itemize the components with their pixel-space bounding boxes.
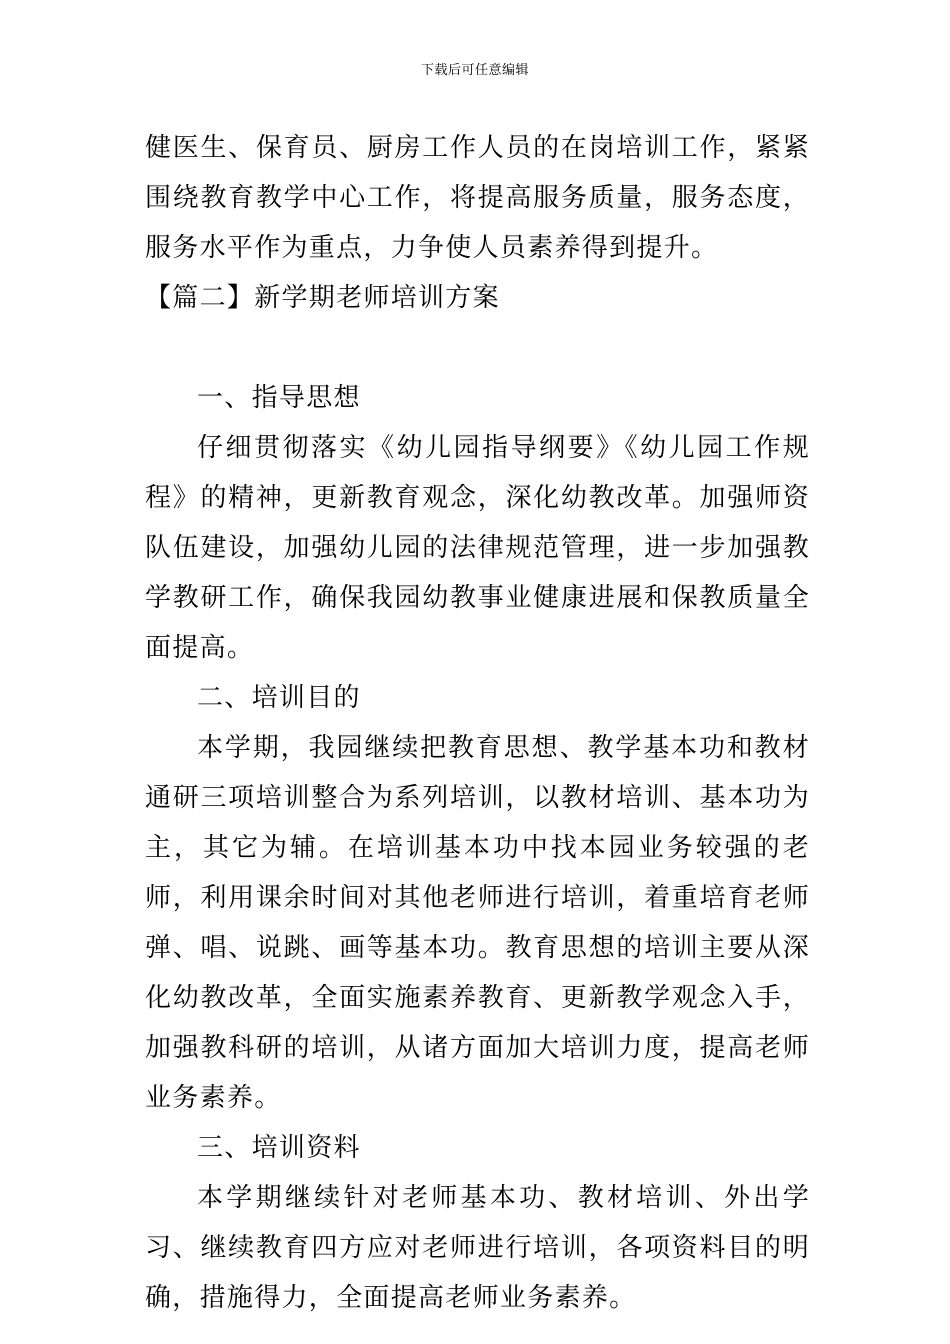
- section2-heading: 二、培训目的: [197, 683, 361, 713]
- section3-heading: 三、培训资料: [197, 1133, 361, 1163]
- section1-body: 仔细贯彻落实《幼儿园指导纲要》《幼儿园工作规程》的精神，更新教育观念，深化幼教改革。加强师资队伍建设，加强幼儿园的法律规范管理，进一步加强教学教研工作，确保我园幼教事业健康进展和保教质量全面提高。: [145, 433, 810, 663]
- article-title: 【篇二】新学期老师培训方案: [145, 283, 500, 313]
- blank-line: [145, 323, 810, 373]
- continuation-paragraph: 健医生、保育员、厨房工作人员的在岗培训工作，紧紧围绕教育教学中心工作，将提高服务质量，服务态度，服务水平作为重点，力争使人员素养得到提升。: [145, 133, 810, 263]
- section2-body: 本学期，我园继续把教育思想、教学基本功和教材通研三项培训整合为系列培训，以教材培训、基本功为主，其它为辅。在培训基本功中找本园业务较强的老师，利用课余时间对其他老师进行培训，着重培育老师弹、唱、说跳、画等基本功。教育思想的培训主要从深化幼教改革，全面实施素养教育、更新教学观念入手，加强教科研的培训，从诸方面加大培训力度，提高老师业务素养。: [145, 733, 810, 1113]
- section3-body: 本学期继续针对老师基本功、教材培训、外出学习、继续教育四方应对老师进行培训，各项资料目的明确，措施得力，全面提高老师业务素养。: [145, 1183, 810, 1313]
- document-body: [145, 123, 810, 1323]
- header-note: 下载后可任意编辑: [420, 63, 529, 78]
- section1-heading: 一、指导思想: [197, 383, 361, 413]
